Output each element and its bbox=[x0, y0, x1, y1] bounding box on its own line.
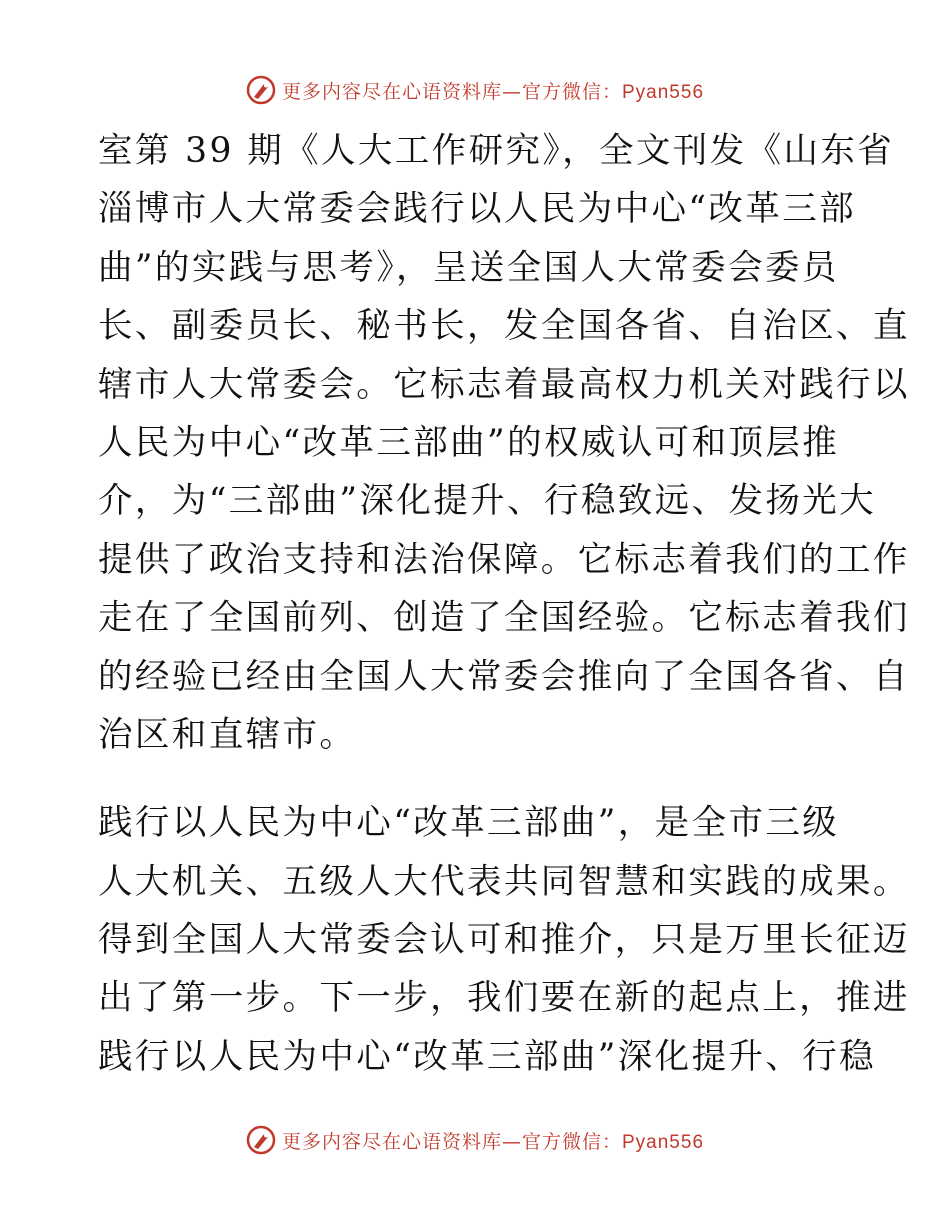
watermark-id: Pyan556 bbox=[622, 81, 705, 103]
text-line: 践行以人民为中心“改革三部曲”，是全市三级 bbox=[98, 803, 840, 844]
text-line: 治区和直辖市。 bbox=[98, 714, 357, 755]
paragraph-1 bbox=[98, 122, 910, 764]
text-line: 介，为“三部曲”深化提升、行稳致远、发扬光大 bbox=[98, 481, 877, 522]
watermark-label: 官方微信： bbox=[521, 1130, 622, 1153]
text-line: 人民为中心“改革三部曲”的权威认可和顶层推 bbox=[98, 422, 840, 463]
text-line: 长、副委员长、秘书长，发全国各省、自治区、直 bbox=[98, 306, 910, 347]
text-line: 曲”的实践与思考》，呈送全国人大常委会委员 bbox=[98, 247, 839, 288]
text-line: 出了第一步。下一步，我们要在新的起点上，推进 bbox=[98, 978, 910, 1019]
text-line: 淄博市人大常委会践行以人民为中心“改革三部 bbox=[98, 189, 857, 230]
pen-nib-logo-icon bbox=[246, 75, 276, 105]
footer-watermark bbox=[0, 1120, 950, 1160]
text-line: 的经验已经由全国人大常委会推向了全国各省、自 bbox=[98, 656, 910, 697]
watermark-site: 更多内容尽在心语资料库 bbox=[281, 80, 502, 103]
watermark-id: Pyan556 bbox=[622, 1131, 705, 1153]
watermark-dash: — bbox=[501, 80, 522, 103]
text-line: 辖市人大常委会。它标志着最高权力机关对践行以 bbox=[98, 364, 910, 405]
watermark-text bbox=[282, 77, 704, 104]
watermark-dash: — bbox=[501, 1130, 522, 1153]
text-line: 提供了政治支持和法治保障。它标志着我们的工作 bbox=[98, 539, 910, 580]
text-line: 室第 39 期《人大工作研究》，全文刊发《山东省 bbox=[98, 131, 895, 171]
document-body bbox=[98, 122, 910, 1086]
text-line: 得到全国人大常委会认可和推介，只是万里长征迈 bbox=[98, 920, 910, 961]
pen-nib-logo-icon bbox=[246, 1125, 276, 1155]
paragraph-spacer bbox=[98, 764, 850, 794]
watermark-label: 官方微信： bbox=[521, 80, 622, 103]
watermark-site: 更多内容尽在心语资料库 bbox=[281, 1130, 502, 1153]
header-watermark bbox=[0, 70, 950, 110]
text-line: 走在了全国前列、创造了全国经验。它标志着我们 bbox=[98, 598, 910, 639]
text-line: 践行以人民为中心“改革三部曲”深化提升、行稳 bbox=[98, 1036, 877, 1077]
text-line: 人大机关、五级人大代表共同智慧和实践的成果。 bbox=[98, 861, 910, 902]
watermark-text bbox=[282, 1127, 704, 1154]
paragraph-2 bbox=[98, 794, 910, 1086]
